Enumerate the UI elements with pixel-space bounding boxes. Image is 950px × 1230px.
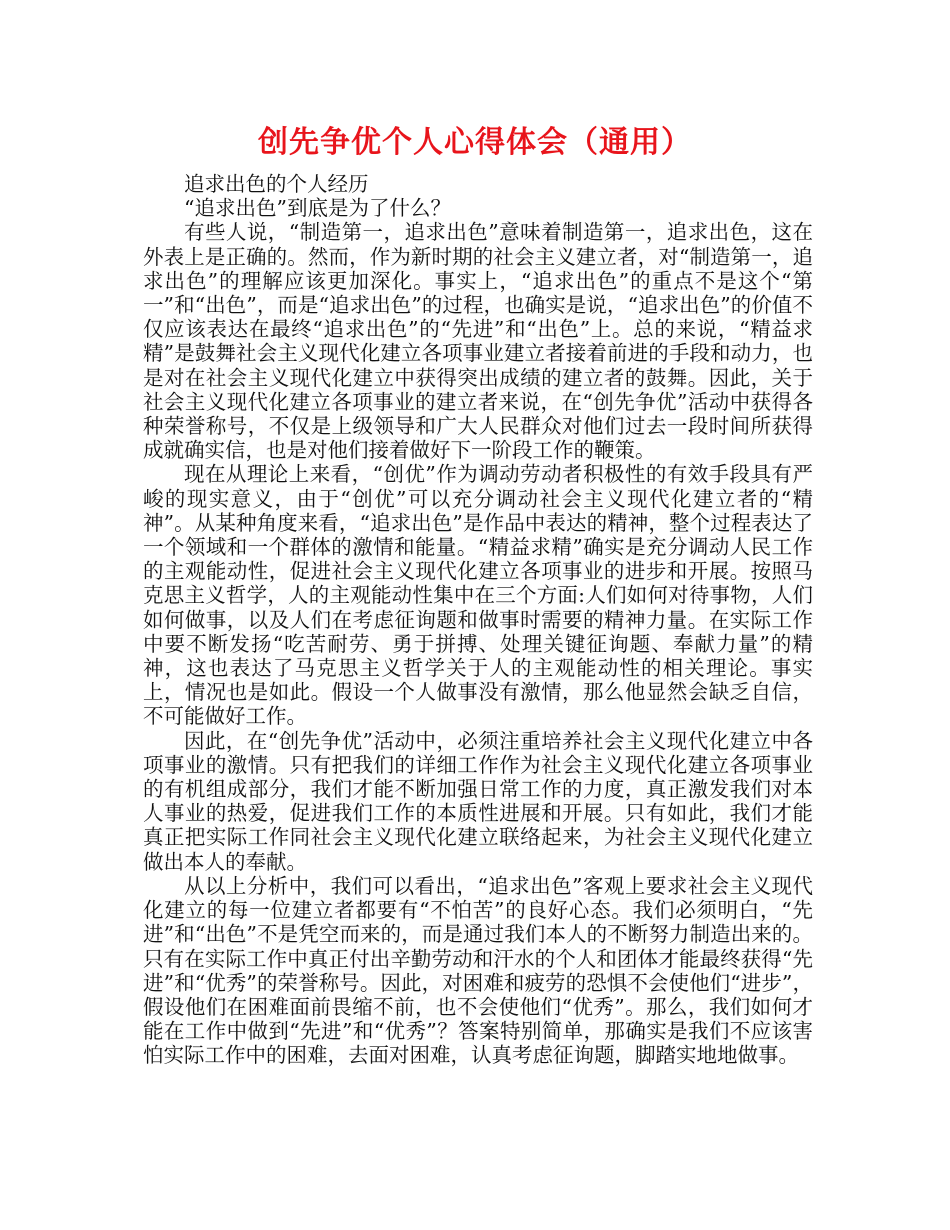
- paragraph: 有些人说，“制造第一，追求出色”意味着制造第一，追求出色，这在外表上是正确的。然而，作为新时期的社会主义建立者，对“制造第一，追求出色”的理解应该更加深化。事实上，“追求出色”的重点不是这个“第一”和“出色”，而是“追求出色”的过程，也确实是说，“追求出色”的价值不仅应该表达在最终“追求出色”的“先进”和“出色”上。总的来说，“精益求精”是鼓舞社会主义现代化建立各项事业建立者接着前进的手段和动力，也是对在社会主义现代化建立中获得突出成绩的建立者的鼓舞。因此，关于社会主义现代化建立各项事业的建立者来说，在“创先争优”活动中获得各种荣誉称号，不仅是上级领导和广大人民群众对他们过去一段时间所获得成就确实信，也是对他们接着做好下一阶段工作的鞭策。: [143, 220, 813, 463]
- paragraph: “追求出色”到底是为了什么？: [184, 196, 451, 221]
- document-title: 创先争优个人心得体会（通用）: [258, 125, 692, 160]
- paragraph: 追求出色的个人经历: [184, 172, 369, 196]
- paragraph: 因此，在“创先争优”活动中，必须注重培养社会主义现代化建立中各项事业的激情。只有把我们的详细工作作为社会主义现代化建立各项事业的有机组成部分，我们才能不断加强日常工作的力度，真正激发我们对本人事业的热爱，促进我们工作的本质性进展和开展。只有如此，我们才能真正把实际工作同社会主义现代化建立联络起来，为社会主义现代化建立做出本人的奉献。: [143, 728, 813, 874]
- paragraph: 从以上分析中，我们可以看出，“追求出色”客观上要求社会主义现代化建立的每一位建立者都要有“不怕苦”的良好心态。我们必须明白，“先进”和“出色”不是凭空而来的，而是通过我们本人的不断努力制造出来的。只有在实际工作中真正付出辛勤劳动和汗水的个人和团体才能最终获得“先进”和“优秀”的荣誉称号。因此，对困难和疲劳的恐惧不会使他们“进步”，假设他们在困难面前畏缩不前，也不会使他们“优秀”。那么，我们如何才能在工作中做到“先进”和“优秀”？答案特别简单，那确实是我们不应该害怕实际工作中的困难，去面对困难，认真考虑征询题，脚踏实地地做事。: [143, 873, 813, 1068]
- document-body: [143, 172, 813, 1068]
- paragraph: 现在从理论上来看，“创优”作为调动劳动者积极性的有效手段具有严峻的现实意义，由于“创优”可以充分调动社会主义现代化建立者的“精神”。从某种角度来看，“追求出色”是作品中表达的精神，整个过程表达了一个领域和一个群体的激情和能量。“精益求精”确实是充分调动人民工作的主观能动性，促进社会主义现代化建立各项事业的进步和开展。按照马克思主义哲学，人的主观能动性集中在三个方面:人们如何对待事物，人们如何做事，以及人们在考虑征询题和做事时需要的精神力量。在实际工作中要不断发扬“吃苦耐劳、勇于拼搏、处理关键征询题、奉献力量”的精神，这也表达了马克思主义哲学关于人的主观能动性的相关理论。事实上，情况也是如此。假设一个人做事没有激情，那么他显然会缺乏自信，不可能做好工作。: [143, 462, 813, 729]
